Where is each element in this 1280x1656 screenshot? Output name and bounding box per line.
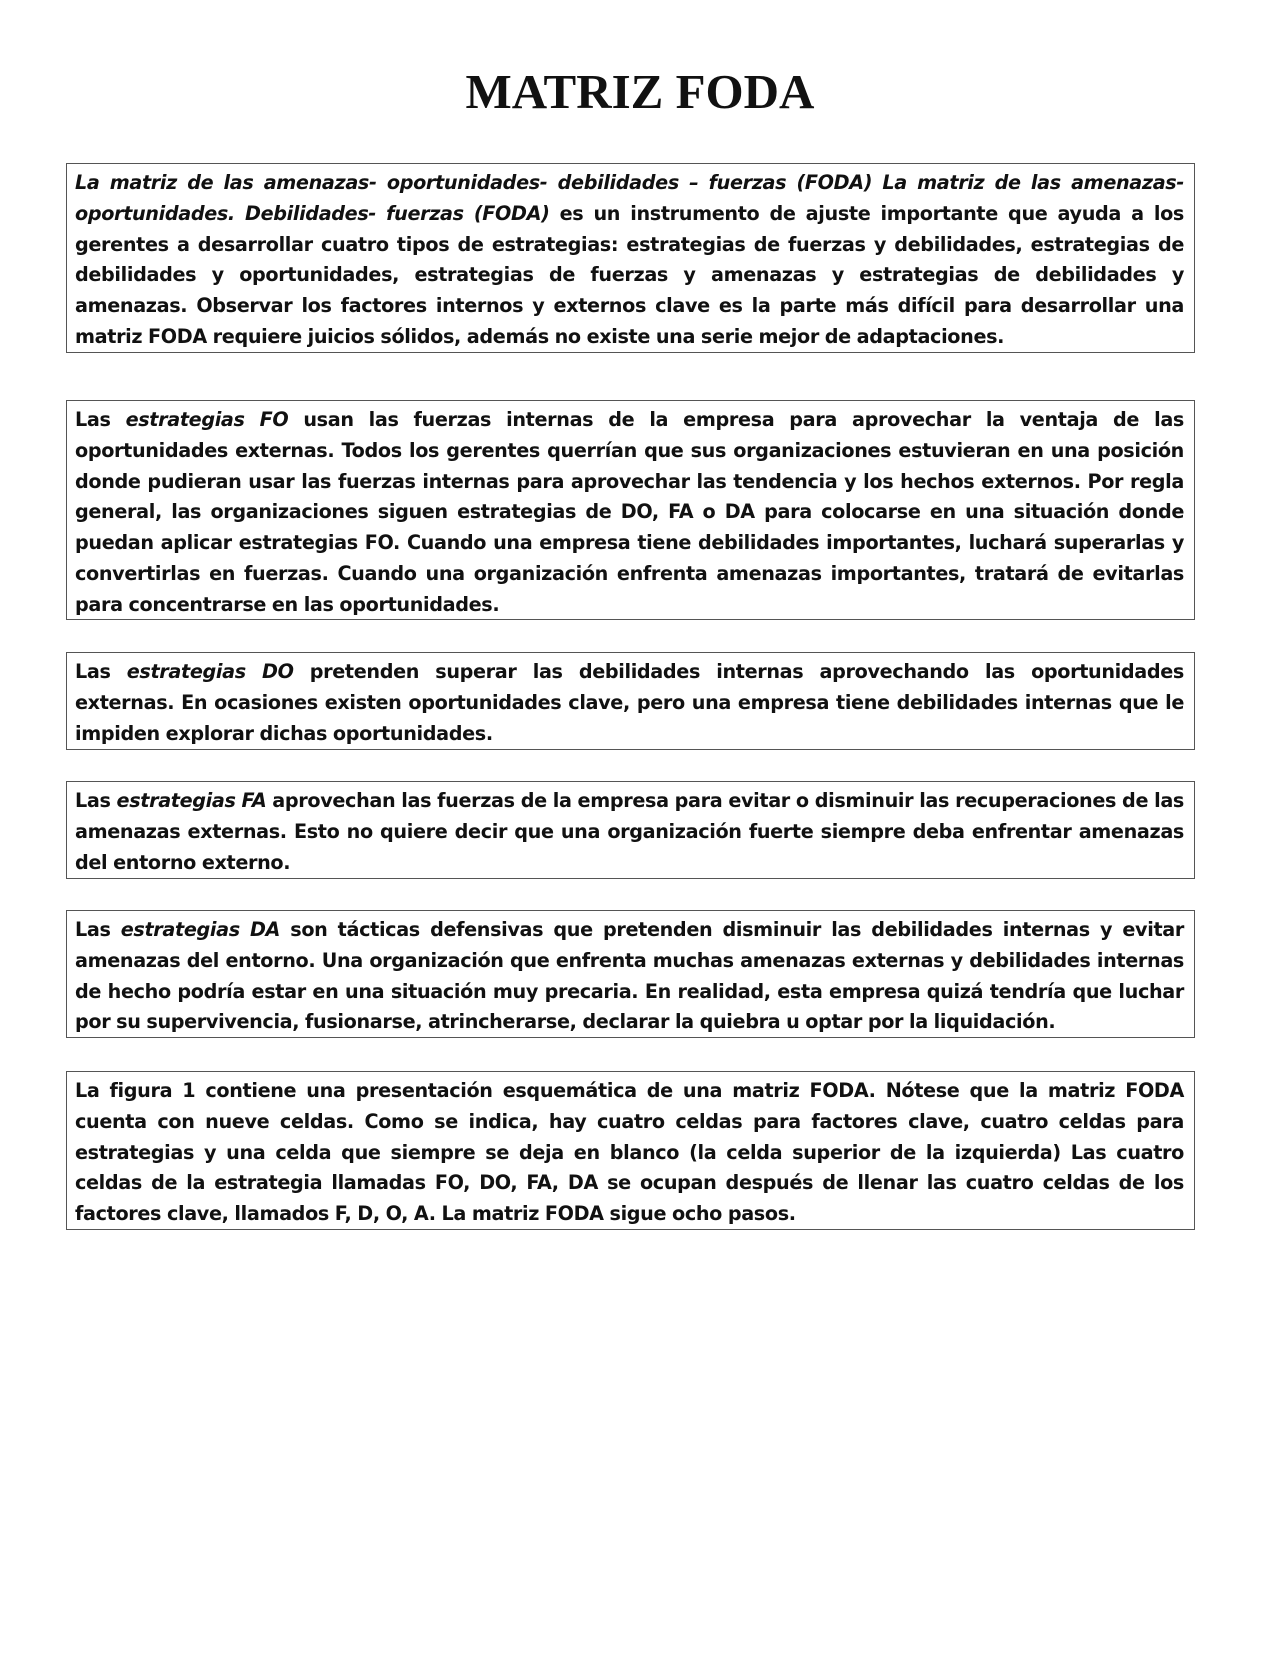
fo-text: usan las fuerzas internas de la empresa para aprovechar la ventaja de las oportunidades externas. Todos los gerentes querrían que sus organizaciones estuvieran en una posición donde pudieran usar las fuerzas internas para aprovechar las tendencia y los hechos externos. Por regla general, las organizaciones siguen estrategias de DO, FA o DA para colocarse en una situación donde puedan aplicar estrategias FO. Cuando una empresa tiene debilidades importantes, luchará superarlas y convertirlas en fuerzas. Cuando una organización enfrenta amenazas importantes, tratará de evitarlas para concentrarse en las oportunidades. bbox=[75, 408, 1184, 616]
intro-text: es un instrumento de ajuste importante que ayuda a los gerentes a desarrollar cuatro tipos de estrategias: estrategias de fuerzas y debilidades, estrategias de debilidades y oportunidades, estrategias de fuerzas y amenazas y estrategias de debilidades y amenazas. Observar los factores internos y externos clave es la parte más difícil para desarrollar una matriz FODA requiere juicios sólidos, además no existe una serie mejor de adaptaciones. bbox=[75, 201, 1184, 348]
intro-italic-lead: La matriz de las amenazas- oportunidades- debilidades – fuerzas (FODA) La matriz de las amenazas- oportunidades. Debilidades- fuerzas (FODA) bbox=[75, 171, 1184, 225]
fo-italic-term: estrategias FO bbox=[125, 408, 289, 431]
fa-strategies-paragraph bbox=[75, 786, 1184, 878]
da-text: son tácticas defensivas que pretenden disminuir las debilidades internas y evitar amenazas del entorno. Una organización que enfrenta muchas amenazas externas y debilidades internas de hecho podría estar en una situación muy precaria. En realidad, esta empresa quizá tendría que luchar por su supervivencia, fusionarse, atrincherarse, declarar la quiebra u optar por la liquidación. bbox=[75, 918, 1184, 1034]
fa-strategies-box bbox=[66, 781, 1195, 879]
intro-paragraph-box bbox=[66, 163, 1195, 353]
fa-text: aprovechan las fuerzas de la empresa para evitar o disminuir las recuperaciones de las amenazas externas. Esto no quiere decir que una organización fuerte siempre deba enfrentar amenazas del entorno externo. bbox=[75, 789, 1184, 874]
fa-lead: Las bbox=[75, 789, 117, 812]
do-lead: Las bbox=[75, 660, 127, 683]
figure-description-box bbox=[66, 1071, 1195, 1230]
fo-strategies-box bbox=[66, 400, 1195, 620]
da-strategies-paragraph bbox=[75, 915, 1184, 1038]
do-text: pretenden superar las debilidades internas aprovechando las oportunidades externas. En ocasiones existen oportunidades clave, pero una empresa tiene debilidades internas que le impiden explorar dichas oportunidades. bbox=[75, 660, 1184, 745]
fo-strategies-paragraph bbox=[75, 405, 1184, 621]
da-lead: Las bbox=[75, 918, 121, 941]
page-title: MATRIZ FODA bbox=[465, 64, 815, 119]
fo-lead: Las bbox=[75, 408, 126, 431]
da-italic-term: estrategias DA bbox=[120, 918, 281, 941]
do-strategies-paragraph bbox=[75, 657, 1184, 749]
intro-paragraph bbox=[75, 168, 1184, 353]
do-strategies-box bbox=[66, 652, 1195, 750]
do-italic-term: estrategias DO bbox=[126, 660, 294, 683]
figure-description-paragraph: La figura 1 contiene una presentación esquemática de una matriz FODA. Nótese que la matriz FODA cuenta con nueve celdas. Como se indica, hay cuatro celdas para factores clave, cuatro celdas para estrategias y una celda que siempre se deja en blanco (la celda superior de la izquierda) Las cuatro celdas de la estrategia llamadas FO, DO, FA, DA se ocupan después de llenar las cuatro celdas de los factores clave, llamados F, D, O, A. La matriz FODA sigue ocho pasos. bbox=[75, 1079, 1184, 1226]
fa-italic-term: estrategias FA bbox=[116, 789, 267, 812]
da-strategies-box bbox=[66, 910, 1195, 1038]
